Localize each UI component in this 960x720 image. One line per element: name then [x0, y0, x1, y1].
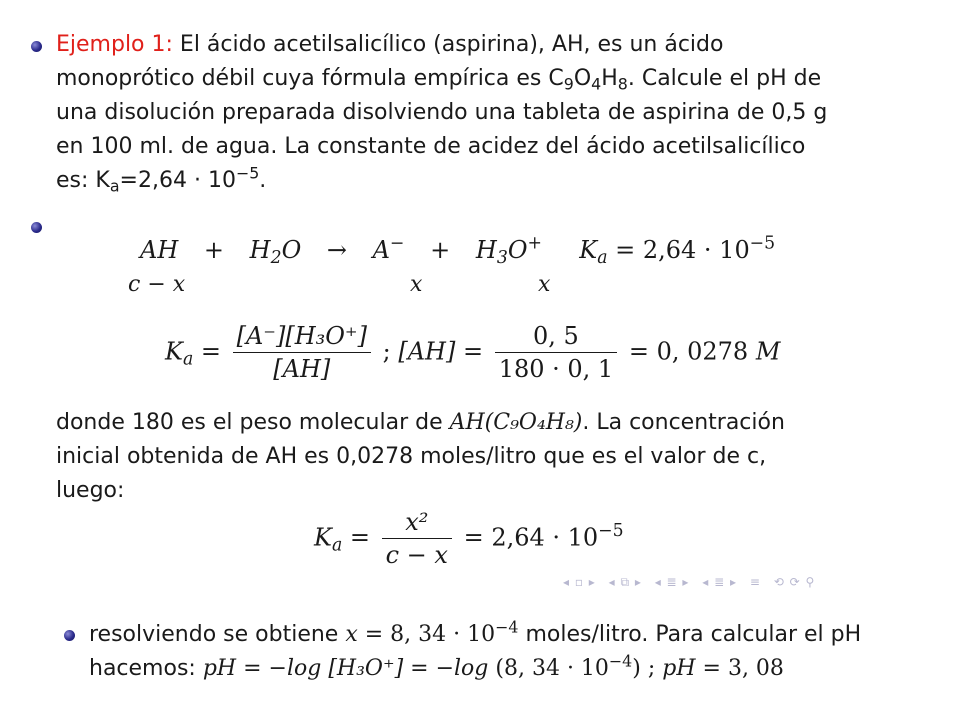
reaction-equation: AH + $H_2O \to A^- + H_3O^+$ $K_a = 2,64 \cdot 10^{-5}$ [140, 233, 776, 268]
nav-outline-icon[interactable]: ≡ [749, 575, 761, 589]
bullet-1 [31, 41, 42, 52]
final-line-1: resolviendo se obtiene x = 8, $34 \cdot 10^{-4}$ moles/litro. Para calcular el pH [89, 617, 862, 647]
under-h3o: x [538, 272, 551, 297]
bullet-3 [64, 630, 75, 641]
example-line-5: es: $K_a=2,64 \cdot 10^{-5}$. [56, 163, 267, 196]
nav-subsection-icon[interactable]: ◂ ⧉ ▸ [608, 575, 642, 589]
nav-document-icon[interactable]: ◂ ≣ ▸ [702, 575, 738, 589]
explanation-paragraph [56, 406, 936, 508]
ka-quadratic-equation: $K_a$ = $\frac{\text{x²}}{c - x}$ = $2,64 \cdot 10^{-5}$ [314, 508, 624, 569]
example-statement [56, 28, 936, 198]
ka-fraction: $\frac{\text{[A⁻][H₃O⁺]}}{[AH]}$ [233, 322, 371, 383]
final-line-2: hacemos: pH = −log [H₃O⁺] = −log (8, $34 \cdot 10^{-4}$) ; pH = 3, 08 [89, 651, 784, 681]
example-line-1: Ejemplo 1: El ácido acetilsalicílico (aspirina), AH, es un ácido [56, 32, 724, 57]
example-line-2: monoprótico débil cuya fórmula empírica es $C_9O_4H_8$. Calcule el pH de [56, 66, 822, 94]
nav-section-icon[interactable]: ◂ ≣ ▸ [654, 575, 690, 589]
conjugate-base: A− [372, 233, 405, 264]
example-line-4: en 100 ml. de agua. La constante de acidez del ácido acetilsalicílico [56, 134, 806, 159]
under-a: x [410, 272, 423, 297]
explanation-line-2: inicial obtenida de AH es 0,0278 moles/litro que es el valor de c, [56, 444, 767, 469]
under-ah: c − x [128, 272, 186, 297]
hydronium-formula: $H_3O^+$ [475, 233, 542, 268]
explanation-line-1: donde 180 es el peso molecular de AH(C₉O₄H₈). La concentración [56, 410, 785, 435]
nav-frame-icon[interactable]: ◂ ▫ ▸ [563, 575, 596, 589]
slide-navigation [563, 575, 823, 590]
explanation-line-3: luego: [56, 478, 125, 503]
final-result [89, 618, 949, 686]
ka-value: $K_a = 2,64 \cdot 10^{-5}$ [579, 233, 776, 268]
bullet-2 [31, 222, 42, 233]
ka-expression: $K_a$ = $\frac{\text{[A⁻][H₃O⁺]}}{[AH]}$ ; [AH] = $\frac{0, 5}{180 \cdot 0, 1}$ = 0, 0278 M [165, 322, 781, 383]
example-label: Ejemplo 1: [56, 32, 173, 57]
concentration-fraction: $\frac{0, 5}{180 \cdot 0, 1}$ [495, 322, 618, 383]
water-formula: $H_2O$ [249, 236, 302, 268]
example-line-3: una disolución preparada disolviendo una tableta de aspirina de 0,5 g [56, 100, 828, 125]
quadratic-fraction: $\frac{\text{x²}}{c - x}$ [382, 508, 452, 569]
nav-search-icon[interactable]: ⟲ ⟳ ⚲ [773, 575, 816, 589]
